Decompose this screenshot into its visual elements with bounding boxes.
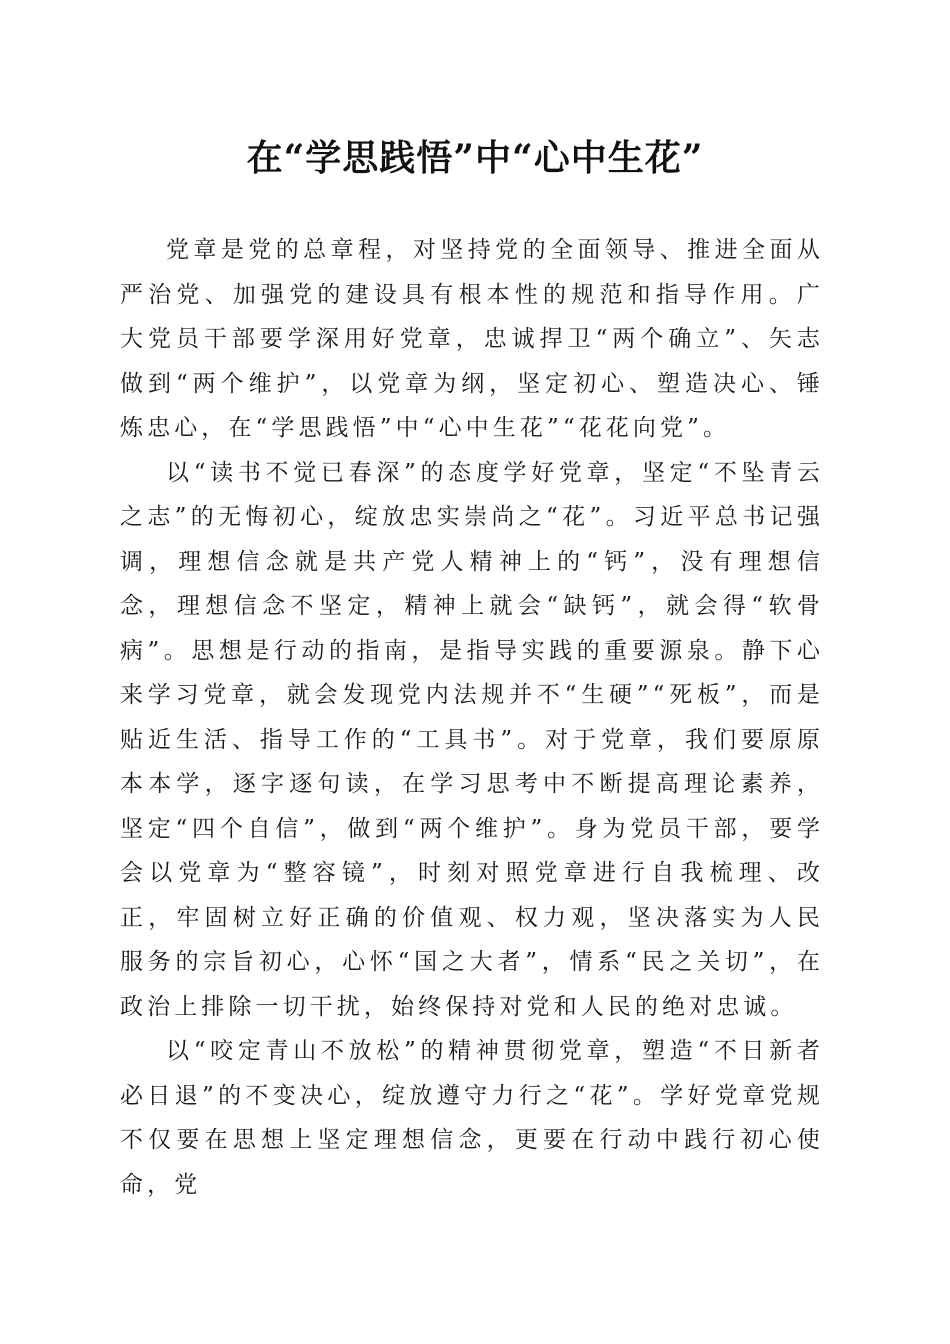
document-body [120,228,824,1207]
paragraph-2: 以“读书不觉已春深”的态度学好党章，坚定“不坠青云之志”的无悔初心，绽放忠实崇尚之“花”。习近平总书记强调，理想信念就是共产党人精神上的“钙”，没有理想信念，理想信念不坚定，精神上就会“缺钙”，就会得“软骨病”。思想是行动的指南，是指导实践的重要源泉。静下心来学习党章，就会发现党内法规并不“生硬”“死板”，而是贴近生活、指导工作的“工具书”。对于党章，我们要原原本本学，逐字逐句读，在学习思考中不断提高理论素养，坚定“四个自信”，做到“两个维护”。身为党员干部，要学会以党章为“整容镜”，时刻对照党章进行自我梳理、改正，牢固树立好正确的价值观、权力观，坚决落实为人民服务的宗旨初心，心怀“国之大者”，情系“民之关切”，在政治上排除一切干扰，始终保持对党和人民的绝对忠诚。 [120,459,824,1020]
page-title: 在“学思践悟”中“心中生花” [246,137,704,179]
paragraph-3: 以“咬定青山不放松”的精神贯彻党章，塑造“不日新者必日退”的不变决心，绽放遵守力行之“花”。学好党章党规不仅要在思想上坚定理想信念，更要在行动中践行初心使命，党 [120,1038,824,1198]
paragraph-1: 党章是党的总章程，对坚持党的全面领导、推进全面从严治党、加强党的建设具有根本性的规范和指导作用。广大党员干部要学深用好党章，忠诚捍卫“两个确立”、矢志做到“两个维护”，以党章为纲，坚定初心、塑造决心、锤炼忠心，在“学思践悟”中“心中生花”“花花向党”。 [120,237,824,441]
